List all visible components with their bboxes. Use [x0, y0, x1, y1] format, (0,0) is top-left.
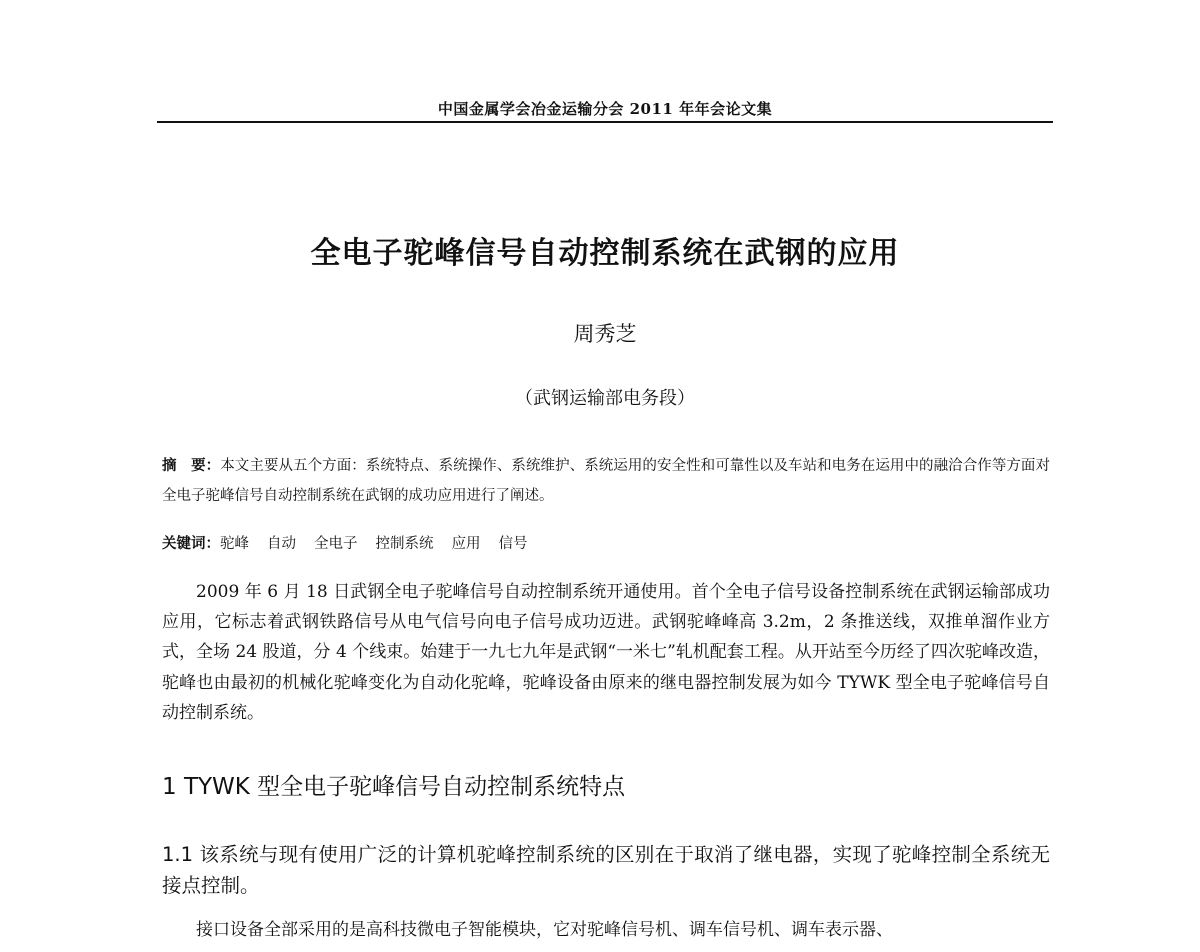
keyword: 全电子: [314, 536, 358, 552]
abstract-text: 本文主要从五个方面：系统特点、系统操作、系统维护、系统运用的安全性和可靠性以及车站和电务在运用中的融洽合作等方面对全电子驼峰信号自动控制系统在武钢的成功应用进行了阐述。: [162, 458, 1050, 504]
keyword: 控制系统: [375, 536, 434, 552]
author-affiliation: （武钢运输部电务段）: [515, 388, 695, 409]
body-paragraph: 接口设备全部采用的是高科技微电子智能模块，它对驼峰信号机、调车信号机、调车表示器、: [196, 920, 893, 940]
abstract-label: 摘 要：: [162, 457, 221, 474]
section-heading: 1 TYWK 型全电子驼峰信号自动控制系统特点: [162, 774, 626, 800]
article-title: 全电子驼峰信号自动控制系统在武钢的应用: [310, 236, 900, 271]
keyword: 自动: [267, 536, 296, 552]
keywords: [162, 530, 1050, 558]
running-header: 中国金属学会冶金运输分会 2011 年年会论文集: [437, 100, 773, 118]
abstract: [162, 451, 1050, 511]
subsection-heading: 1.1 该系统与现有使用广泛的计算机驼峰控制系统的区别在于取消了继电器，实现了驼峰控制全系统无接点控制。: [162, 843, 1050, 897]
intro-paragraph: 2009 年 6 月 18 日武钢全电子驼峰信号自动控制系统开通使用。首个全电子信号设备控制系统在武钢运输部成功应用，它标志着武钢铁路信号从电气信号向电子信号成功迈进。武钢驼峰峰高 3.2m，2 条推送线，双推单溜作业方式，全场 24 股道，分 4 个线束。始建于一九七九年是武钢“一米七”轧机配套工程。从开站至今历经了四次驼峰改造，驼峰也由最初的机械化驼峰变化为自动化驼峰，驼峰设备由原来的继电器控制发展为如今 TYWK 型全电子驼峰信号自动控制系统。: [162, 582, 1050, 723]
keyword: 驼峰: [220, 536, 249, 552]
keyword: 信号: [498, 536, 528, 552]
header-rule: [157, 121, 1053, 123]
keyword: 应用: [451, 536, 481, 552]
keywords-label: 关键词：: [162, 535, 220, 552]
author-name: 周秀芝: [573, 322, 637, 346]
